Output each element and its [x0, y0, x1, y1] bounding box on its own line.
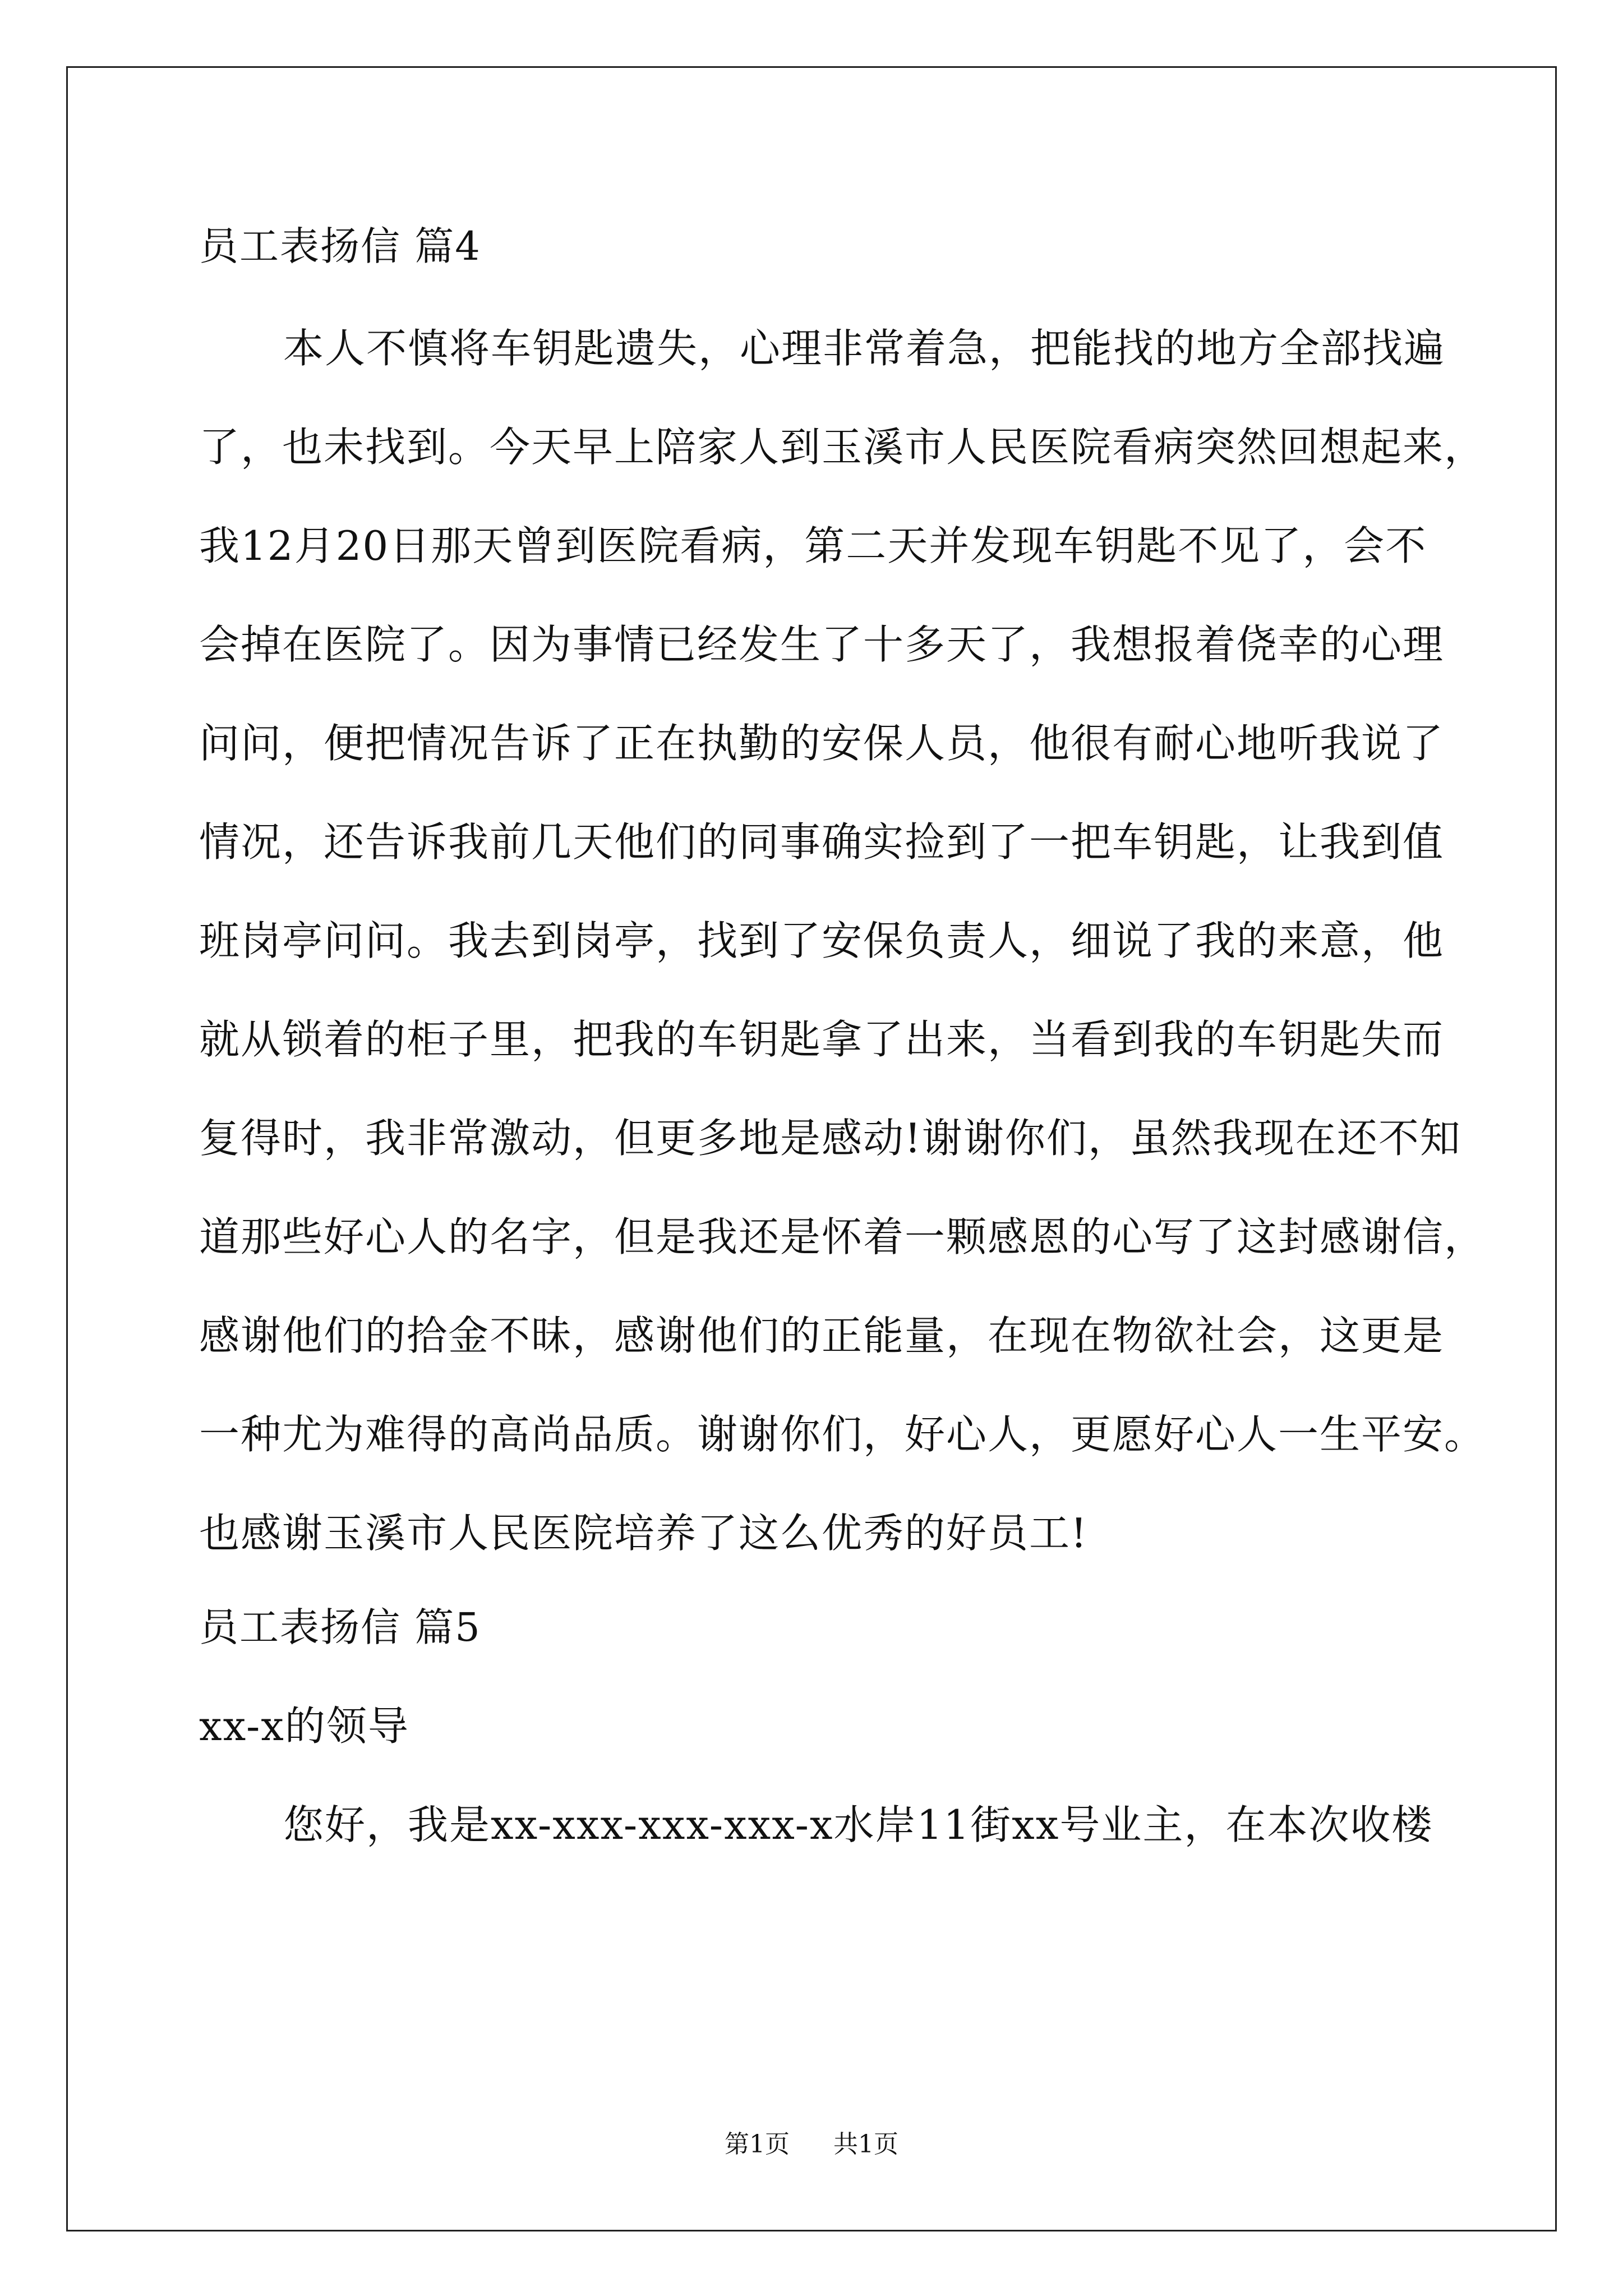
- paragraph-line: 班岗亭问问。我去到岗亭，找到了安保负责人，细说了我的来意，他: [199, 917, 1445, 964]
- page-total: 共1页: [833, 2130, 898, 2159]
- paragraph-line: 我12月20日那天曾到医院看病，第二天并发现车钥匙不见了，会不: [199, 522, 1427, 569]
- section-heading-4: 员工表扬信 篇4: [199, 223, 481, 269]
- paragraph-line: 复得时，我非常激动，但更多地是感动!谢谢你们，虽然我现在还不知: [199, 1115, 1461, 1162]
- paragraph-line: 也感谢玉溪市人民医院培养了这么优秀的好员工!: [199, 1510, 1088, 1557]
- paragraph-line: 感谢他们的拾金不昧，感谢他们的正能量，在现在物欲社会，这更是: [199, 1312, 1445, 1359]
- document-body: [199, 222, 1486, 1849]
- salutation: xx-x的领导: [199, 1703, 409, 1750]
- paragraph-line: 就从锁着的柜子里，把我的车钥匙拿了出来，当看到我的车钥匙失而: [199, 1016, 1445, 1063]
- paragraph-line: 了，也未找到。今天早上陪家人到玉溪市人民医院看病突然回想起来，: [199, 424, 1486, 471]
- paragraph-line: 会掉在医院了。因为事情已经发生了十多天了，我想报着侥幸的心理: [199, 621, 1445, 668]
- page-footer: [0, 2129, 1623, 2160]
- paragraph-line: 情况，还告诉我前几天他们的同事确实捡到了一把车钥匙，让我到值: [199, 818, 1445, 866]
- section-heading-5: 员工表扬信 篇5: [199, 1604, 481, 1650]
- paragraph-line: 本人不慎将车钥匙遗失，心理非常着急，把能找的地方全部找遍: [283, 325, 1446, 372]
- page-number: 第1页: [725, 2130, 790, 2159]
- paragraph-line: 您好，我是xx-xxx-xxx-xxx-x水岸11街xx号业主，在本次收楼: [283, 1801, 1433, 1848]
- paragraph-line: 问问，便把情况告诉了正在执勤的安保人员，他很有耐心地听我说了: [199, 720, 1445, 767]
- paragraph-line: 一种尤为难得的高尚品质。谢谢你们，好心人，更愿好心人一生平安。: [199, 1411, 1486, 1458]
- paragraph-line: 道那些好心人的名字，但是我还是怀着一颗感恩的心写了这封感谢信，: [199, 1213, 1486, 1260]
